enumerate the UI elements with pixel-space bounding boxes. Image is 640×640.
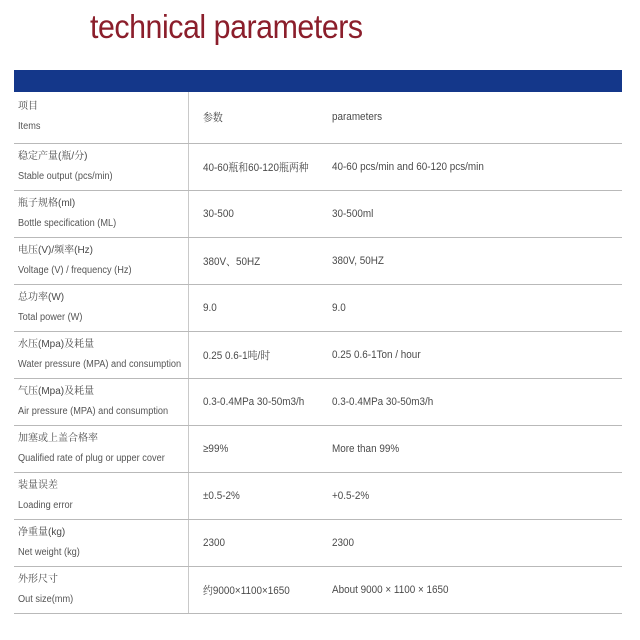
value-en-cell [330, 472, 622, 519]
item-name-en: Loading error [18, 499, 73, 511]
item-name-cn: 气压(Mpa)及耗量 [18, 385, 95, 397]
value-cn-cell [189, 472, 331, 519]
item-name-cn: 电压(V)/频率(Hz) [18, 244, 93, 256]
value-en: 0.25 0.6-1Ton / hour [332, 348, 421, 361]
value-cn-cell [189, 143, 331, 190]
value-cn-cell [189, 92, 331, 143]
item-name-cn: 净重量(kg) [18, 526, 66, 538]
table-row [14, 519, 622, 566]
value-cn: 参数 [203, 112, 223, 125]
item-name-en: Out size(mm) [18, 593, 74, 605]
item-cell [14, 566, 189, 613]
item-cell [14, 92, 189, 143]
value-cn: ≥99% [203, 442, 229, 455]
table-row [14, 143, 622, 190]
item-cell [14, 378, 189, 425]
value-cn-cell [189, 519, 331, 566]
item-name-en: Stable output (pcs/min) [18, 170, 113, 182]
table-row [14, 92, 622, 143]
item-name-cn: 加塞或上盖合格率 [18, 432, 98, 444]
table-row [14, 237, 622, 284]
table-row [14, 425, 622, 472]
value-en-cell [330, 378, 622, 425]
item-name-cn: 总功率(W) [18, 291, 65, 303]
item-name-cn: 瓶子规格(ml) [18, 197, 76, 209]
value-cn-cell [189, 331, 331, 378]
value-cn: 380V、50HZ [203, 255, 261, 268]
item-cell [14, 331, 189, 378]
value-en-cell [330, 92, 622, 143]
value-cn: 30-500 [203, 207, 234, 220]
value-en: 40-60 pcs/min and 60-120 pcs/min [332, 160, 484, 173]
value-cn: ±0.5-2% [203, 489, 240, 502]
value-en: 380V, 50HZ [332, 254, 384, 267]
item-cell [14, 425, 189, 472]
item-name-cn: 装量误差 [18, 479, 58, 491]
value-en-cell [330, 190, 622, 237]
item-name-cn: 水压(Mpa)及耗量 [18, 338, 95, 350]
item-name-en: Voltage (V) / frequency (Hz) [18, 264, 132, 276]
value-en-cell [330, 566, 622, 613]
value-cn: 约9000×1100×1650 [203, 584, 290, 597]
item-name-cn: 项目 [18, 101, 38, 113]
item-name-en: Net weight (kg) [18, 546, 80, 558]
value-en: parameters [332, 111, 383, 124]
value-en: 0.3-0.4MPa 30-50m3/h [332, 395, 434, 408]
table-row [14, 190, 622, 237]
value-cn-cell [189, 237, 331, 284]
item-cell [14, 519, 189, 566]
page-title: technical parameters [90, 8, 363, 45]
value-en-cell [330, 237, 622, 284]
table-row [14, 472, 622, 519]
item-name-cn: 稳定产量(瓶/分) [18, 150, 88, 162]
value-en-cell [330, 519, 622, 566]
table-row [14, 378, 622, 425]
item-cell [14, 143, 189, 190]
item-name-en: Air pressure (MPA) and consumption [18, 405, 169, 417]
item-name-en: Bottle specification (ML) [18, 217, 117, 229]
value-en-cell [330, 331, 622, 378]
item-cell [14, 190, 189, 237]
value-cn-cell [189, 284, 331, 331]
parameters-table [14, 92, 622, 614]
table-row [14, 566, 622, 613]
item-name-en: Water pressure (MPA) and consumption [18, 358, 182, 370]
table-row [14, 331, 622, 378]
item-name-en: Total power (W) [18, 311, 83, 323]
value-cn-cell [189, 378, 331, 425]
item-name-cn: 外形尺寸 [18, 573, 58, 585]
value-en: More than 99% [332, 442, 400, 455]
item-cell [14, 284, 189, 331]
item-name-en: Items [18, 121, 41, 133]
value-cn: 9.0 [203, 301, 217, 314]
value-en: 30-500ml [332, 207, 374, 220]
item-name-en: Qualified rate of plug or upper cover [18, 452, 165, 464]
value-en: +0.5-2% [332, 489, 370, 502]
value-cn: 0.3-0.4MPa 30-50m3/h [203, 395, 305, 408]
item-cell [14, 237, 189, 284]
value-en-cell [330, 425, 622, 472]
value-cn: 0.25 0.6-1吨/时 [203, 349, 271, 362]
value-cn-cell [189, 425, 331, 472]
table-header-bar [14, 70, 622, 92]
value-cn-cell [189, 566, 331, 613]
value-cn: 2300 [203, 536, 226, 549]
value-en-cell [330, 143, 622, 190]
value-en: 9.0 [332, 301, 346, 314]
value-en: 2300 [332, 536, 355, 549]
item-cell [14, 472, 189, 519]
value-en-cell [330, 284, 622, 331]
table-row [14, 284, 622, 331]
value-en: About 9000 × 1100 × 1650 [332, 583, 449, 596]
value-cn-cell [189, 190, 331, 237]
value-cn: 40-60瓶和60-120瓶两种 [203, 161, 309, 174]
